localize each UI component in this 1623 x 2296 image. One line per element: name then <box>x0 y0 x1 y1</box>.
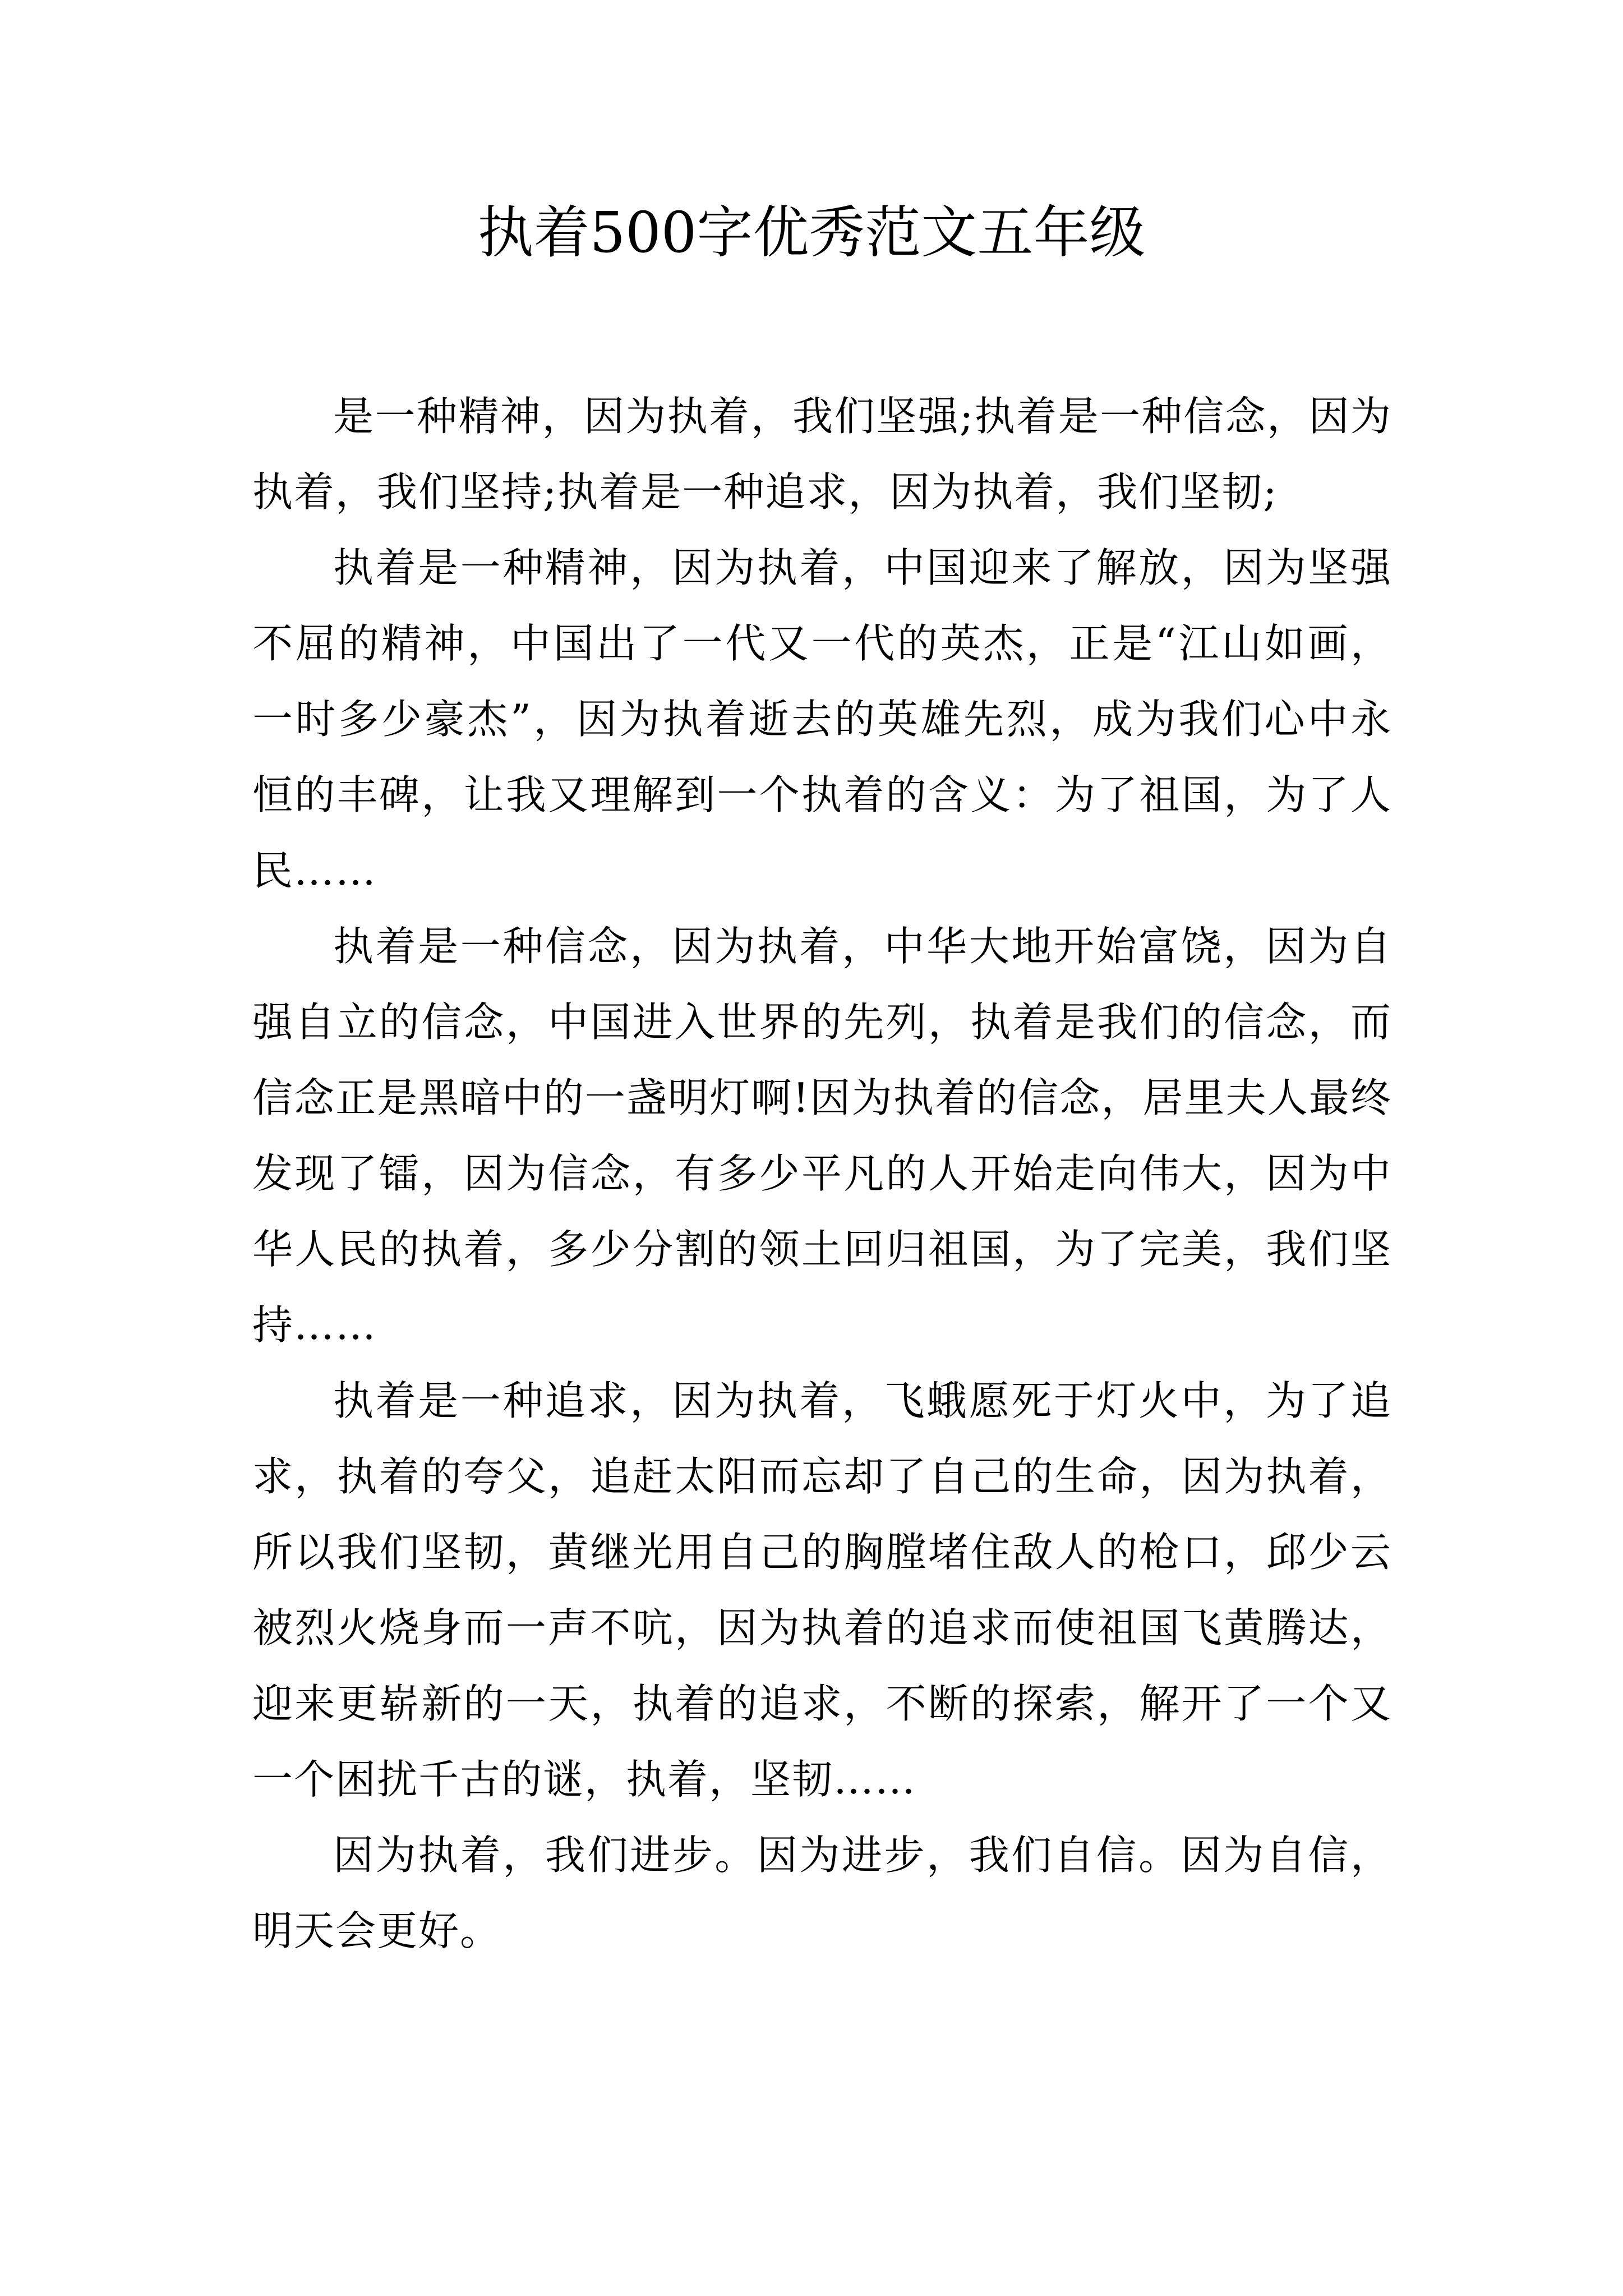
paragraph-3: 执着是一种信念，因为执着，中华大地开始富饶，因为自强自立的信念，中国进入世界的先列，执着是我们的信念，而信念正是黑暗中的一盏明灯啊!因为执着的信念，居里夫人最终发现了镭，因为信念，有多少平凡的人开始走向伟大，因为中华人民的执着，多少分割的领土回归祖国，为了完美，我们坚持…… <box>252 923 1392 1349</box>
document-body <box>252 379 1392 1969</box>
paragraph-1: 是一种精神，因为执着，我们坚强;执着是一种信念，因为执着，我们坚持;执着是一种追求，因为执着，我们坚韧; <box>252 393 1392 516</box>
paragraph-5: 因为执着，我们进步。因为进步，我们自信。因为自信，明天会更好。 <box>252 1832 1392 1954</box>
paragraph-2: 执着是一种精神，因为执着，中国迎来了解放，因为坚强不屈的精神，中国出了一代又一代的英杰，正是“江山如画，一时多少豪杰”，因为执着逝去的英雄先烈，成为我们心中永恒的丰碑，让我又理解到一个执着的含义：为了祖国，为了人民…… <box>252 544 1392 894</box>
document-title: 执着500字优秀范文五年级 <box>477 200 1146 265</box>
paragraph-4: 执着是一种追求，因为执着，飞蛾愿死于灯火中，为了追求，执着的夸父，追赶太阳而忘却了自己的生命，因为执着，所以我们坚韧，黄继光用自己的胸膛堵住敌人的枪口，邱少云被烈火烧身而一声不吭，因为执着的追求而使祖国飞黄腾达，迎来更崭新的一天，执着的追求，不断的探索，解开了一个又一个困扰千古的谜，执着，坚韧…… <box>252 1377 1392 1803</box>
